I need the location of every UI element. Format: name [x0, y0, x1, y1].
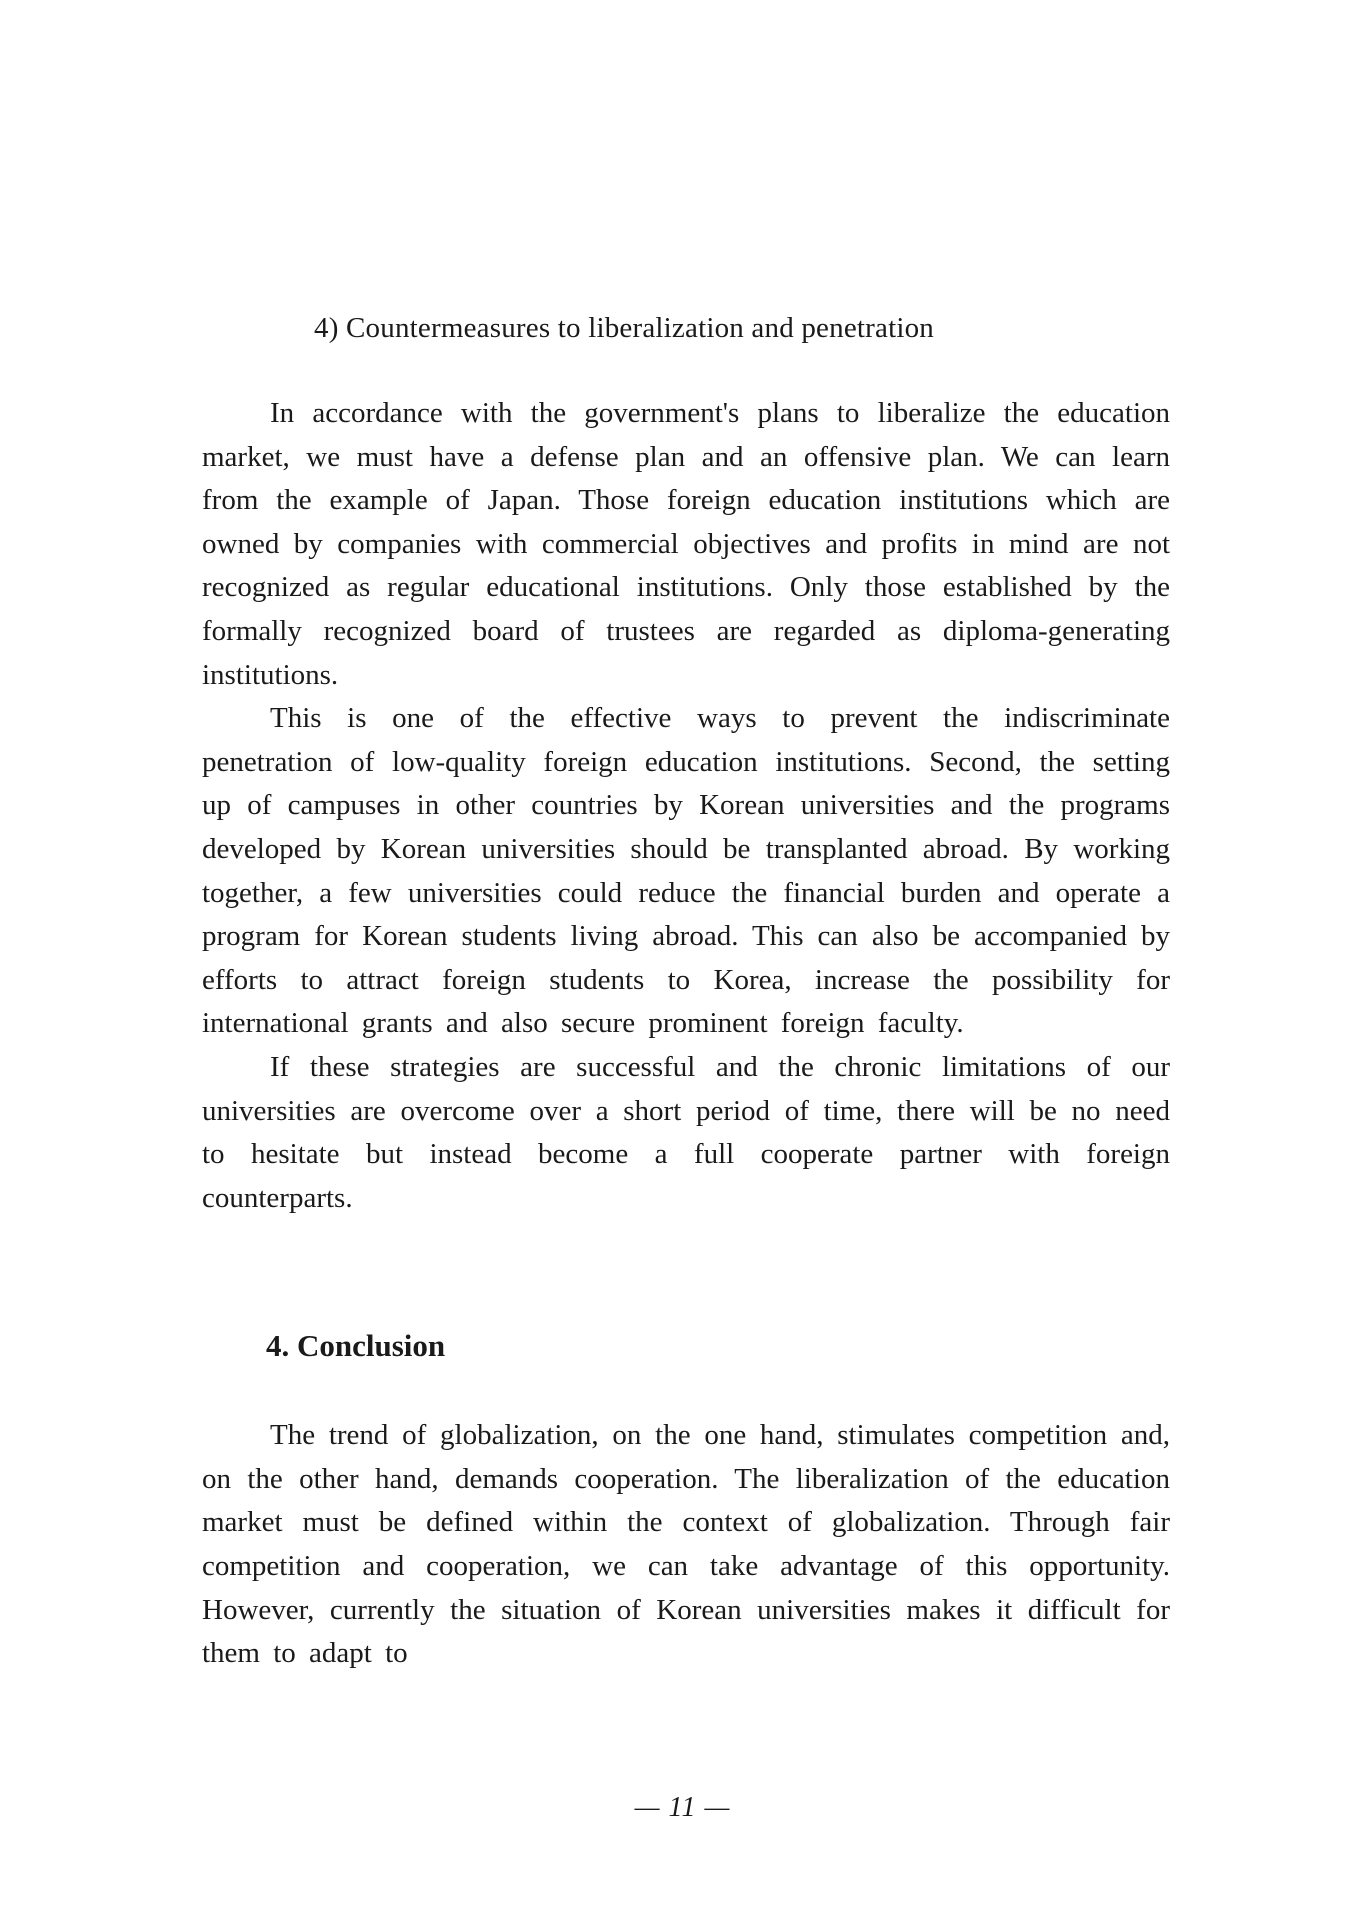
page-number: — 11 —: [634, 1792, 731, 1823]
paragraph-liberalization-plans: In accordance with the government's plans to liberalize the education market, we must have a defense plan and an offensive plan. We can learn from the example of Japan. Those foreign education institutions which are owned by companies with commercial objectives and profits in mind are not recognized as regular educational institutions. Only those established by the formally recognized board of trustees are regarded as diploma-generating institutions.: [202, 397, 1170, 691]
paragraph-strategies: If these strategies are successful and the chronic limitations of our universities are overcome over a short period of time, there will be no need to hesitate but instead become a full cooperate partner with foreign counterparts.: [202, 1050, 1170, 1214]
paragraph-conclusion: The trend of globalization, on the one hand, stimulates competition and, on the other hand, demands cooperation. The liberalization of the education market must be defined within the context of globalization. Through fair competition and cooperation, we can take advantage of this opportunity. However, currently the situation of Korean universities makes it difficult for them to adapt to: [202, 1419, 1170, 1670]
conclusion-heading: 4. Conclusion: [266, 1328, 446, 1364]
paragraph-effective-ways: This is one of the effective ways to prevent the indiscriminate penetration of low-quality foreign education institutions. Second, the setting up of campuses in other countries by Korean universities and the programs developed by Korean universities should be transplanted abroad. By working together, a few universities could reduce the financial burden and operate a program for Korean students living abroad. This can also be accompanied by efforts to attract foreign students to Korea, increase the possibility for international grants and also secure prominent foreign faculty.: [202, 702, 1170, 1040]
page-body: [202, 306, 1170, 1676]
subsection-heading: 4) Countermeasures to liberalization and penetration: [314, 312, 934, 344]
